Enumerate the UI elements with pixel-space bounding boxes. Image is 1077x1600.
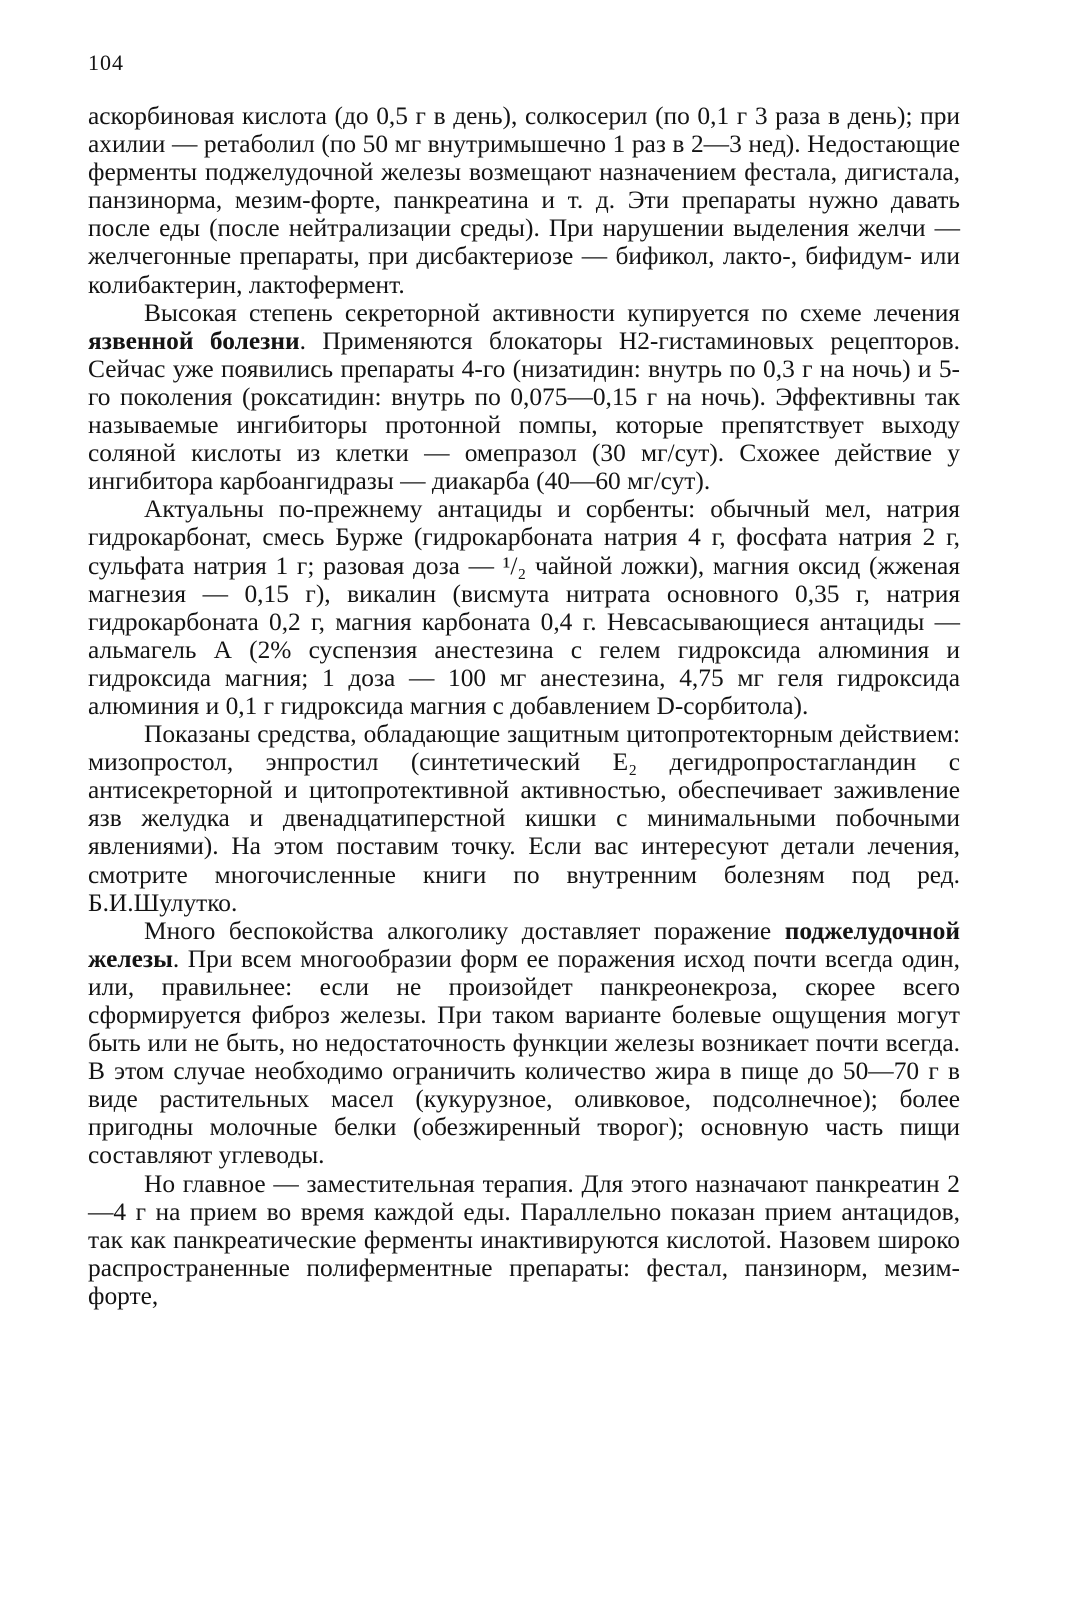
paragraph-4-text: Показаны средства, обладающие защитным цитопротекторным действием: мизопростол, энпростил (синтетический Е₂ дегидропростагландин с антисекреторной и цитопротективной активностью, обеспечивает заживление язв желудка и двенадцатиперстной кишки с минимальными побочными явлениями). На этом поставим точку. Если вас интересуют детали лечения, смотрите многочисленные книги по внутренним болезням под ред. Б.И.Шулутко.: [88, 720, 960, 917]
paragraph-5-bold-term: поджелудочной железы: [88, 916, 960, 973]
paragraph-3-text: Актуальны по-прежнему антациды и сорбенты: обычный мел, натрия гидрокарбонат, смесь Бурже (гидрокарбоната натрия 4 г, фосфата натрия 2 г, сульфата натрия 1 г; разовая доза — ¹/₂ чайной ложки), магния оксид (жженая магнезия — 0,15 г), викалин (висмута нитрата основного 0,35 г, натрия гидрокарбоната 0,2 г, магния карбоната 0,4 г. Невсасывающиеся антациды — альмагель А (2% суспензия анестезина с гелем гидроксида алюминия и гидроксида магния; 1 доза — 100 мг анестезина, 4,75 мг геля гидроксида алюминия и 0,1 г гидроксида магния с добавлением D-сорбитола).: [88, 495, 960, 720]
paragraph-6-text: Но главное — заместительная терапия. Для этого назначают панкреатин 2—4 г на прием во время каждой еды. Параллельно показан прием антацидов, так как панкреатические ферменты инактивируются кислотой. Назовем широко распространенные полиферментные препараты: фестал, панзинорм, мезим-форте,: [88, 1169, 960, 1310]
paragraph-1: [88, 102, 960, 299]
paragraph-2-text: Высокая степень секреторной активности купируется по схеме лечения: [144, 298, 960, 327]
paragraph-6: [88, 1170, 960, 1310]
paragraph-1-text: аскорбиновая кислота (до 0,5 г в день), солкосерил (по 0,1 г 3 раза в день); при ахилии — ретаболил (по 50 мг внутримышечно 1 раз в 2—3 нед). Недостающие ферменты поджелудочной железы возмещают назначением фестала, дигистала, панзинорма, мезим-форте, панкреатина и т. д. Эти препараты нужно давать после еды (после нейтрализации среды). При нарушении выделения желчи — желчегонные препараты, при дисбактериозе — бификол, лакто-, бифидум- или колибактерин, лактофермент.: [88, 102, 960, 299]
paragraph-3: [88, 495, 960, 720]
paragraph-2: [88, 299, 960, 496]
paragraph-4: [88, 720, 960, 917]
paragraph-5: [88, 917, 960, 1170]
paragraph-5-text-cont: . При всем многообразии форм ее поражения исход почти всегда один, или, правильнее: если не произойдет панкреонекроза, скорее всего сформируется фиброз железы. При таком варианте болевые ощущения могут быть или не быть, но недостаточность функции железы возникает почти всегда. В этом случае необходимо ограничить количество жира в пище до 50—70 г в виде растительных масел (кукурузное, оливковое, подсолнечное); более пригодны молочные белки (обезжиренный творог); основную часть пищи составляют углеводы.: [88, 944, 960, 1170]
paragraph-5-text: Много беспокойства алкоголику доставляет поражение: [144, 916, 785, 945]
paragraph-2-text-cont: . Применяются блокаторы Н2-гистаминовых рецепторов. Сейчас уже появились препараты 4-го (низатидин: внутрь по 0,3 г на ночь) и 5-го поколения (роксатидин: внутрь по 0,075—0,15 г на ночь). Эффективны так называемые ингибиторы протонной помпы, которые препятствует выходу соляной кислоты из клетки — омепразол (30 мг/сут). Схожее действие у ингибитора карбоангидразы — диакарба (40—60 мг/сут).: [88, 326, 960, 496]
paragraph-2-bold-term: язвенной болезни: [88, 326, 300, 355]
body-text: [88, 102, 960, 1310]
page-number: 104: [88, 50, 124, 75]
